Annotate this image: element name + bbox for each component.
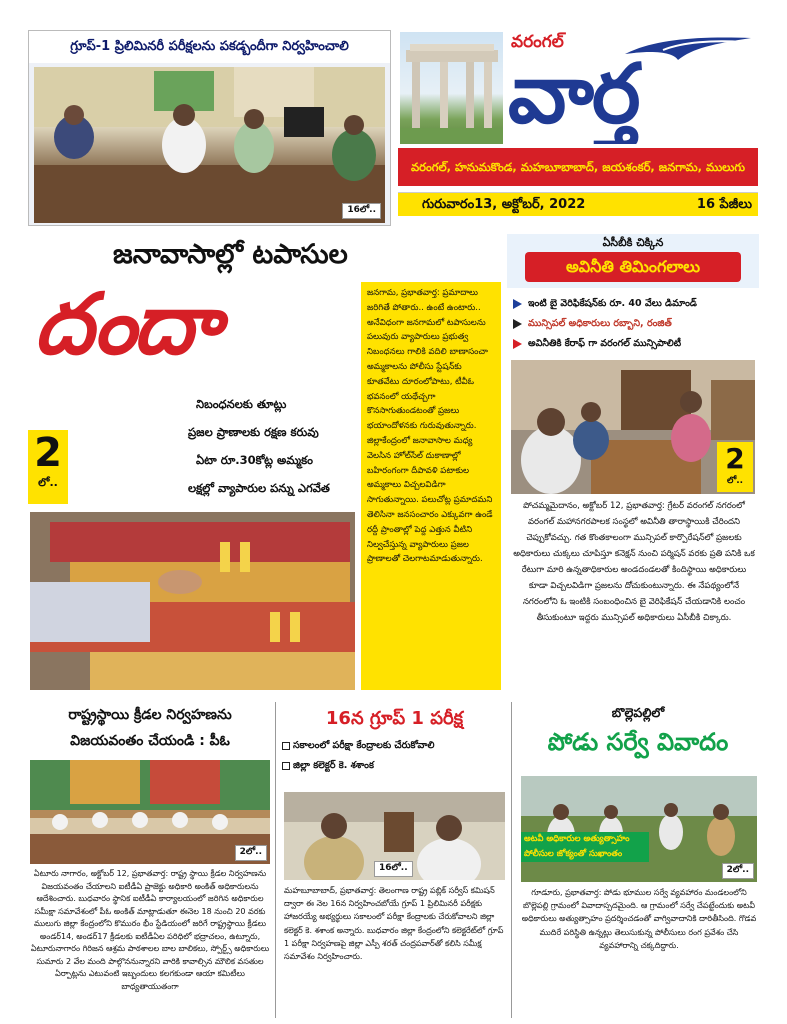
triangle-bullet-icon xyxy=(513,339,522,349)
group1-story xyxy=(282,702,507,1020)
page-count: 16 పేజీలు xyxy=(696,197,752,212)
lead-page-num: 2 xyxy=(34,430,62,476)
acb-page-suffix: లో.. xyxy=(726,476,744,486)
acb-bullets xyxy=(513,294,759,354)
column-divider xyxy=(275,702,276,1018)
podu-headline: పోడు సర్వే వివాదం xyxy=(547,728,729,756)
lead-bullets xyxy=(188,390,361,502)
acb-kicker: ఏసీబీకి చిక్కిన xyxy=(602,236,664,249)
fort-gate-icon xyxy=(400,32,503,144)
sports-photo xyxy=(30,760,270,864)
triangle-bullet-icon xyxy=(513,319,522,329)
group1-bullet-text: సకాలంలో పరీక్షా కేంద్రాలకు చేరుకోవాలి xyxy=(293,740,435,751)
top-story xyxy=(28,30,391,226)
top-story-photo xyxy=(34,67,385,223)
issue-date: గురువారం13, అక్టోబర్, 2022 xyxy=(422,197,586,212)
square-bullet-icon xyxy=(282,762,290,770)
group1-bullet-text: జిల్లా కలెక్టర్ కె. శశాంక xyxy=(293,760,374,771)
sports-story xyxy=(28,702,272,1020)
acb-bullet xyxy=(513,294,759,314)
acb-bullet-text: ఇంటి బై వెరిఫికేషన్‌కు రూ. 40 వేలు డిమాండ్ xyxy=(528,298,697,309)
lead-photo xyxy=(30,512,355,690)
podu-caption-1: అటవీ అధికారుల అత్యుత్సాహం xyxy=(521,832,649,847)
masthead-photo xyxy=(400,32,503,144)
column-divider xyxy=(511,702,512,1018)
lead-bullet: లక్షల్లో వ్యాపారుల పన్ను ఎగవేత xyxy=(188,481,330,495)
triangle-bullet-icon xyxy=(513,299,522,309)
acb-bullet-text: అవినీతికి కేరాఫ్ గా వరంగల్ మున్సిపాలిటీ xyxy=(528,338,682,349)
top-story-headline: గ్రూప్-1 ప్రిలిమినరీ పరీక్షలను పకడ్బందీగా నిర్వహించాలి xyxy=(29,31,390,63)
acb-bullet-text: మున్సిపల్ అధికారులు రబ్బాని, రంజిత్ xyxy=(528,318,672,329)
group1-photo xyxy=(284,792,505,880)
acb-header xyxy=(507,234,759,288)
lead-bullet: నిబంధనలకు తూట్లు xyxy=(196,397,287,411)
podu-caption-2: పోలీసుల జోక్యంతో సుఖాంతం xyxy=(521,847,649,862)
acb-body: పోచమ్మమైదానం, అక్టోబర్ 12, ప్రభాతవార్త: గ్రేటర్ వరంగల్ నగరంలో వరంగల్ మహానగరపాలక సంస్థలో అవినీతి తారాస్థాయికి చేరిందని చెప్పుకోవచ్చు. గత కొంతకాలంగా మున్సిపల్ కార్పొరేషన్‌లో ప్రజలకు అధికారులు చుక్కలు చూపిస్తూ కనెక్షన్ నుంచి పర్మిషన్ వరకు ప్రతి పనికి ఒక రేటుగా మారి ఉన్నతాధికారుల అండదండలతో కిందిస్థాయి అధికారులు కూడా విచ్చలవిడిగా ప్రజలను దోచుకుంటున్నారు. ఈ నేపథ్యంలోనే నగరంలోని ఓ ఇంటికి సంబంధించిన బై వెరిఫికేషన్ చేయడానికి లంచం తీసుకుంటూ ఇద్దరు మున్సిపల్ అధికారులు ఏసీబీకి చిక్కారు. xyxy=(513,501,755,623)
lead-headline: దందా xyxy=(34,275,218,373)
lead-story xyxy=(28,234,501,692)
square-bullet-icon xyxy=(282,742,290,750)
masthead xyxy=(398,30,760,226)
acb-story xyxy=(507,234,759,692)
group1-bullet xyxy=(282,756,507,776)
sports-headline-1: రాష్ట్రస్థాయి క్రీడల నిర్వహణను xyxy=(68,707,232,723)
sports-page-ref: 2లో.. xyxy=(235,845,267,861)
podu-page-ref: 2లో.. xyxy=(722,863,754,879)
group1-body: మహబూబాబాద్, ప్రభాతవార్త: తెలంగాణ రాష్ట్ర పబ్లిక్ సర్వీస్ కమిషన్ ద్వారా ఈ నెల 16న నిర్వహించబోయే గ్రూప్ 1 ప్రిలిమినరీ పరీక్షకు హాజరయ్యే అభ్యర్థులు సకాలంలో పరీక్షా కేంద్రాలకు చేరుకోవాలని జిల్లా కలెక్టర్ కె. శశాంక అన్నారు. బుధవారం జిల్లా కేంద్రంలోని కలెక్టరేట్‌లో గ్రూప్ 1 పరీక్షా నిర్వహణపై జిల్లా ఎస్పీ శరత్ చంద్రపవార్‌తో కలిసి సమీక్ష సమావేశం నిర్వహించారు. xyxy=(284,886,504,962)
lead-column-text: జనగామ, ప్రభాతవార్త: ప్రమాదాలు జరిగితే పోతారు.. ఉంటే ఉంటారు.. అనేవిధంగా జనగామలో టపాసులను పలువురు వ్యాపారులు ప్రభుత్వ నిబంధనలు గాలికి వదిలి బాణాసంచా అమ్మకాలను పోలీసు స్టేషన్‌కు కూతవేటు దూరంలోపాటు, టీవీఓ భవనంలో యథేచ్చగా కొనసాగుతుండటంతో ప్రజలు భయాందోళనకు గురువుతున్నారు. జిల్లాకేంద్రంలో జనావాసాల మధ్య వెలసిన హోల్‌సేల్ దుకాణాల్లో బహిరంగంగా దీపావళి పటాకుల అమ్మకాలు విచ్చలవిడిగా సాగుతున్నాయి. పలుచోట్ల ప్రమాదమని తెలిసినా జనసంచారం ఎక్కువగా ఉండే రద్దీ ప్రాంతాల్లో పెద్ద ఎత్తున వీటిని నిల్వచేస్తున్న వ్యాపారులు ప్రజల ప్రాణాలతో చెలగాటమాడుతున్నారు. xyxy=(367,288,493,565)
lead-bullet: ఏటా రూ.30కోట్ల అమ్మకం xyxy=(196,453,313,467)
podu-caption xyxy=(521,832,649,862)
podu-story xyxy=(517,702,759,1020)
acb-headline: అవినీతి తిమింగలాలు xyxy=(525,252,741,282)
lead-page-suffix: లో.. xyxy=(38,476,58,489)
acb-bullet xyxy=(513,314,759,334)
brand-name: వార్త xyxy=(508,47,639,142)
podu-photo xyxy=(521,776,757,882)
group1-bullet xyxy=(282,736,507,756)
lead-column xyxy=(361,282,501,690)
lead-page-badge xyxy=(28,430,68,504)
sports-headline-2: విజయవంతం చేయండి : పీఓ xyxy=(70,733,230,749)
podu-body: గూడూరు, ప్రభాతవార్త: పోడు భూముల సర్వే వ్యవహారం మండలంలోని బొల్లెపల్లి గ్రామంలో వివాదాస్పదమైంది. ఆ గ్రామంలో సర్వే చేపట్టేందుకు అటవీ అధికారులు అత్యుత్సాహం ప్రదర్శించడంతో వాగ్వివాదానికి దారితీసింది. గొడవ ముదిరే పరిస్థితి ఉన్నట్లు తెలుసుకున్న పోలీసులు రంగ ప్రవేశం చేసి వ్యవహారాన్ని చక్కదిద్దారు. xyxy=(521,888,757,950)
lead-kicker: జనావాసాల్లో టపాసుల xyxy=(113,239,348,270)
acb-page-badge xyxy=(717,442,753,492)
acb-bullet xyxy=(513,334,759,354)
sports-body: ఏటూరు నాగారం, అక్టోబర్ 12, ప్రభాతవార్త: రాష్ట్ర స్థాయి క్రీడల నిర్వహణను విజయవంతం చేయాలని ఐటీడీఏ ప్రాజెక్టు అధికారి అంకిత్ అధికారులను ఆదేశించారు. బుధవారం స్థానిక ఐటీడీఏ కార్యాలయంలో జరిగిన అధికారుల సమీక్షా సమావేశంలో పీఓ అంకిత్ మాట్లాడుతూ ఈనెల 18 నుంచి 20 వరకు ములుగు జిల్లా కేంద్రంలోని కొమురం భీం స్టేడియంలో జరిగే రాష్ట్రస్థాయి క్రీడలు అండర్14, అండర్17 క్రీడలకు ఐటీడీఏల పరిధిలో భద్రాచలం, ఉట్నూరు, ఏటూరునాగారం గిరిజన ఆశ్రమ పాఠశాలల బాల బాలికలు, స్పోర్ట్స్ అధికారులు సుమారు 2 వేల మంది పాల్గొననున్నారని వారికి కావాల్సిన మౌలిక వసతుల ఏర్పాట్లను ఎటువంటి ఇబ్బందులు కలగకుండా ఆయా కమిటీలు బాధ్యతాయుతంగా xyxy=(30,869,270,991)
podu-kicker: బొల్లెపల్లిలో xyxy=(611,705,665,720)
acb-photo xyxy=(511,360,755,494)
editions-bar: వరంగల్, హనుమకొండ, మహబూబాబాద్, జయశంకర్, జనగామ, ములుగు xyxy=(398,148,758,186)
date-bar xyxy=(398,192,758,216)
group1-headline: 16న గ్రూప్ 1 పరీక్ష xyxy=(325,708,464,729)
group1-page-ref: 16లో.. xyxy=(374,861,413,877)
top-story-page-ref: 16లో.. xyxy=(342,203,381,219)
acb-page-num: 2 xyxy=(725,442,745,475)
lead-bullet: ప్రజల ప్రాణాలకు రక్షణ కరువు xyxy=(188,425,319,439)
brand-name-small: వరంగల్ xyxy=(511,32,564,52)
